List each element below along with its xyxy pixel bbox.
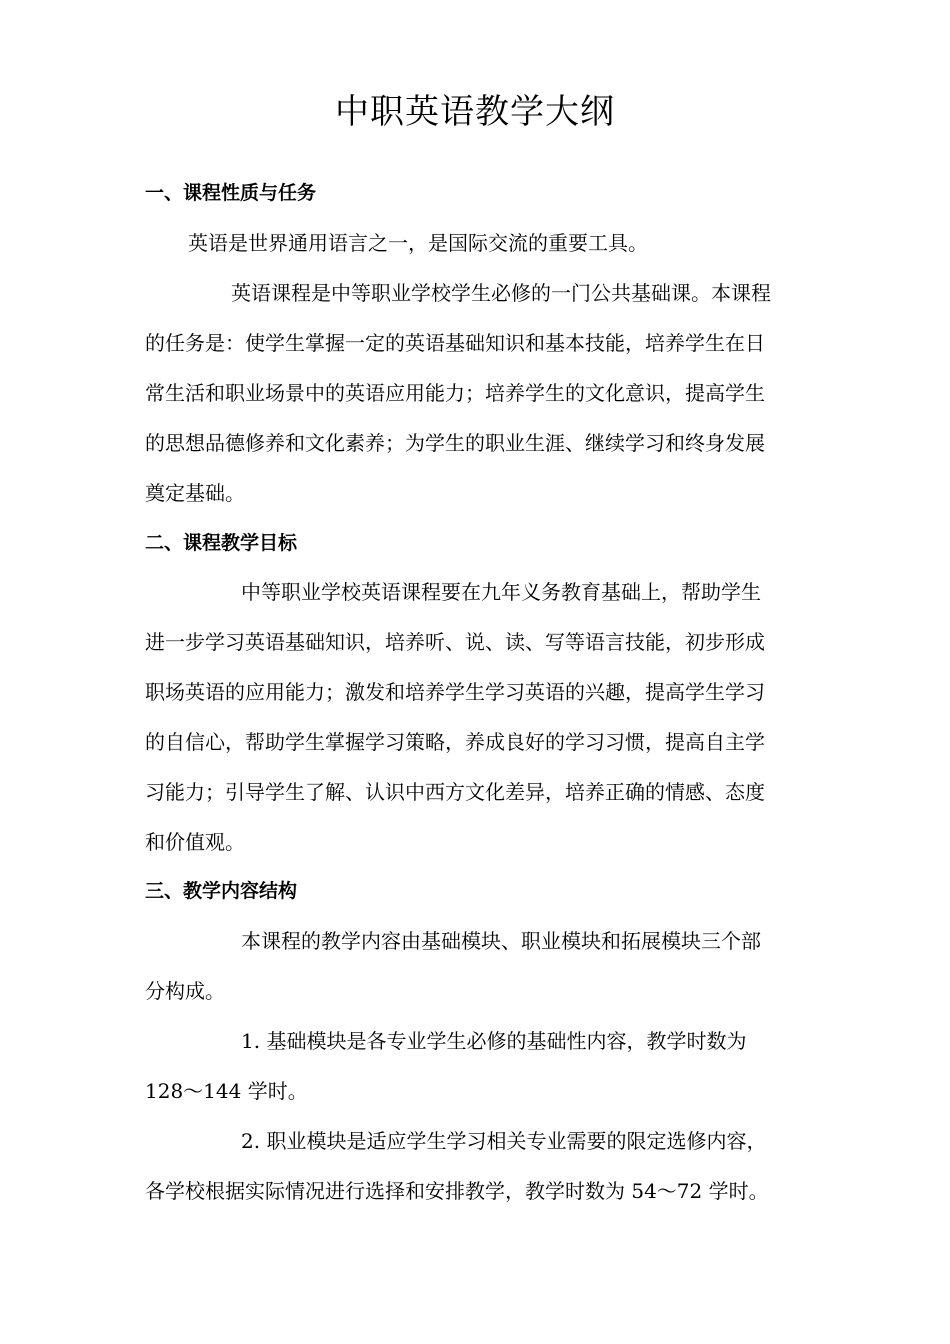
paragraph-line: 本课程的教学内容由基础模块、职业模块和拓展模块三个部	[241, 929, 761, 953]
paragraph-line: 各学校根据实际情况进行选择和安排教学，教学时数为 54～72 学时。	[145, 1179, 769, 1203]
section-heading-3: 三、教学内容结构	[145, 880, 298, 902]
paragraph-line: 分构成。	[145, 979, 225, 1003]
paragraph-line: 和价值观。	[145, 830, 245, 854]
paragraph-line: 的思想品德修养和文化素养；为学生的职业生涯、继续学习和终身发展	[145, 431, 765, 455]
paragraph-line: 128～144 学时。	[145, 1079, 308, 1103]
section-heading-1: 一、课程性质与任务	[145, 182, 317, 204]
paragraph-line: 奠定基础。	[145, 481, 245, 505]
document-title: 中职英语教学大纲	[335, 92, 615, 132]
paragraph-line: 常生活和职业场景中的英语应用能力；培养学生的文化意识，提高学生	[145, 381, 765, 405]
list-item-2: 2. 职业模块是适应学生学习相关专业需要的限定选修内容，	[241, 1129, 767, 1153]
paragraph-line: 进一步学习英语基础知识，培养听、说、读、写等语言技能，初步形成	[145, 630, 765, 654]
list-item-1: 1. 基础模块是各专业学生必修的基础性内容，教学时数为	[241, 1029, 747, 1053]
paragraph-line: 中等职业学校英语课程要在九年义务教育基础上，帮助学生	[241, 580, 761, 604]
paragraph-line: 的自信心，帮助学生掌握学习策略，养成良好的学习习惯，提高自主学	[145, 730, 765, 754]
paragraph-line: 职场英语的应用能力；激发和培养学生学习英语的兴趣，提高学生学习	[145, 680, 765, 704]
paragraph-line: 英语是世界通用语言之一，是国际交流的重要工具。	[188, 231, 648, 255]
paragraph-line: 英语课程是中等职业学校学生必修的一门公共基础课。本课程	[231, 281, 771, 305]
section-heading-2: 二、课程教学目标	[145, 532, 298, 554]
paragraph-line: 习能力；引导学生了解、认识中西方文化差异，培养正确的情感、态度	[145, 780, 765, 804]
paragraph-line: 的任务是：使学生掌握一定的英语基础知识和基本技能，培养学生在日	[145, 331, 765, 355]
